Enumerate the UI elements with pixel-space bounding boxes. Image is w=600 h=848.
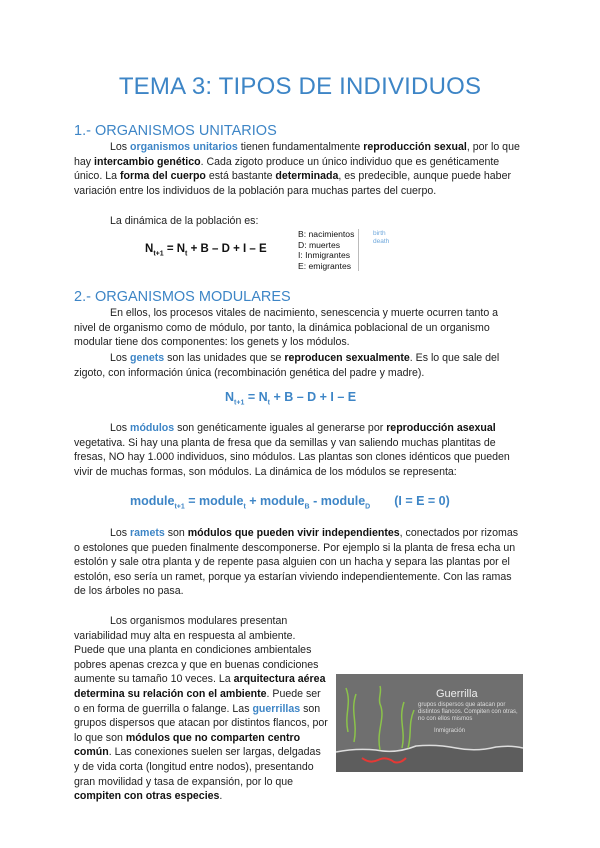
section-1-paragraph-2: La dinámica de la población es:: [110, 215, 259, 227]
keyword-organismos-unitarios: organismos unitarios: [130, 141, 238, 153]
guerrilla-illustration: [336, 674, 523, 772]
section-2-paragraph-5: Los organismos modulares presentan variabilidad muy alta en respuesta al ambiente. Puede que una planta en condiciones ambientales pobres apenas crezca y que en buenas condiciones aumente su tamaño 10 veces. La arquitectura aérea determina su relación con el ambiente. Puede ser o en forma de guerrilla o falange. Las guerrillas son grupos dispersos que atacan por distintos flancos, por lo que son módulos que no comparten centro común. Las conexiones suelen ser largas, delgadas y de vida corta (longitud entre nodos), presentando gran movilidad y tasa de expansión, por lo que compiten con otras especies.: [74, 615, 328, 803]
section-1-paragraph-1: Los organismos unitarios tienen fundamentalmente reproducción sexual, por lo que hay intercambio genético. Cada zigoto produce un único individuo que es genéticamente único. La forma del cuerpo está bastante determinada, es predecible, aunque puede haber variación entre los individuos de la población para muchas partes del cuerpo.: [74, 141, 520, 197]
section-2-heading: 2.- ORGANISMOS MODULARES: [74, 289, 291, 305]
section-2-paragraph-2: Los genets son las unidades que se reproducen sexualmente. Es lo que sale del zigoto, con información única (recombinación genética del padre y madre).: [74, 352, 500, 379]
formula-legend: [298, 229, 359, 271]
figure-caption: grupos dispersos que atacan por distintos flancos. Compiten con otras, no con ellos mismos: [418, 702, 518, 722]
population-formula: $N_{t+1} = N_t + B - D + I - E$: [145, 243, 267, 258]
legend-item: B: nacimientos: [298, 229, 355, 239]
section-1-heading: 1.- ORGANISMOS UNITARIOS: [74, 123, 277, 139]
section-2-paragraph-3: Los módulos son genéticamente iguales al generarse por reproducción asexual vegetativa. Si hay una planta de fresa que da semillas y van saliendo muchas plantitas de fresas, NO hay 1.000 individuos, sino módulos. Las plantas son clones idénticos que pueden vivir de muchas formas, son módulos. La dinámica de los módulos se representa:: [74, 422, 510, 478]
legend-item: E: emigrantes: [298, 260, 352, 271]
legend-handwritten-note: birth death: [373, 230, 390, 245]
legend-item: D: muertes: [298, 239, 341, 250]
section-2-paragraph-4: Los ramets son módulos que pueden vivir independientes, conectados por rizomas o estolones que pueden finalmente descomponerse. Por ejemplo si la planta de fresa echa un estolón y sale otra planta y de repente pasa alguien con un hacha y separa las plantas por el estolón, eso sería un ramet, porque ya estarían viviendo independientemente. Con las ramas de los árboles no pasa.: [74, 527, 519, 598]
page-title: TEMA 3: TIPOS DE INDIVIDUOS: [118, 73, 482, 100]
figure-label: Inmigración: [434, 728, 466, 734]
guerrilla-figure: [336, 674, 523, 772]
legend-item: I: Inmigrantes: [298, 250, 351, 261]
genet-formula: $N_{t+1} = N_t + B - D + I - E$: [225, 390, 357, 407]
figure-title: Guerrilla: [436, 688, 478, 700]
section-2-paragraph-1: En ellos, los procesos vitales de nacimiento, senescencia y muerte ocurren tanto a nivel de organismo como de módulo, por tanto, la dinámica poblacional de un organismo modular tiene dos componentes: los genets y los módulos.: [74, 307, 499, 349]
module-formula: module$_{t+1}$ = module$_t$ + module$_B$ - module$_D$ (I = E = 0): [130, 494, 450, 511]
